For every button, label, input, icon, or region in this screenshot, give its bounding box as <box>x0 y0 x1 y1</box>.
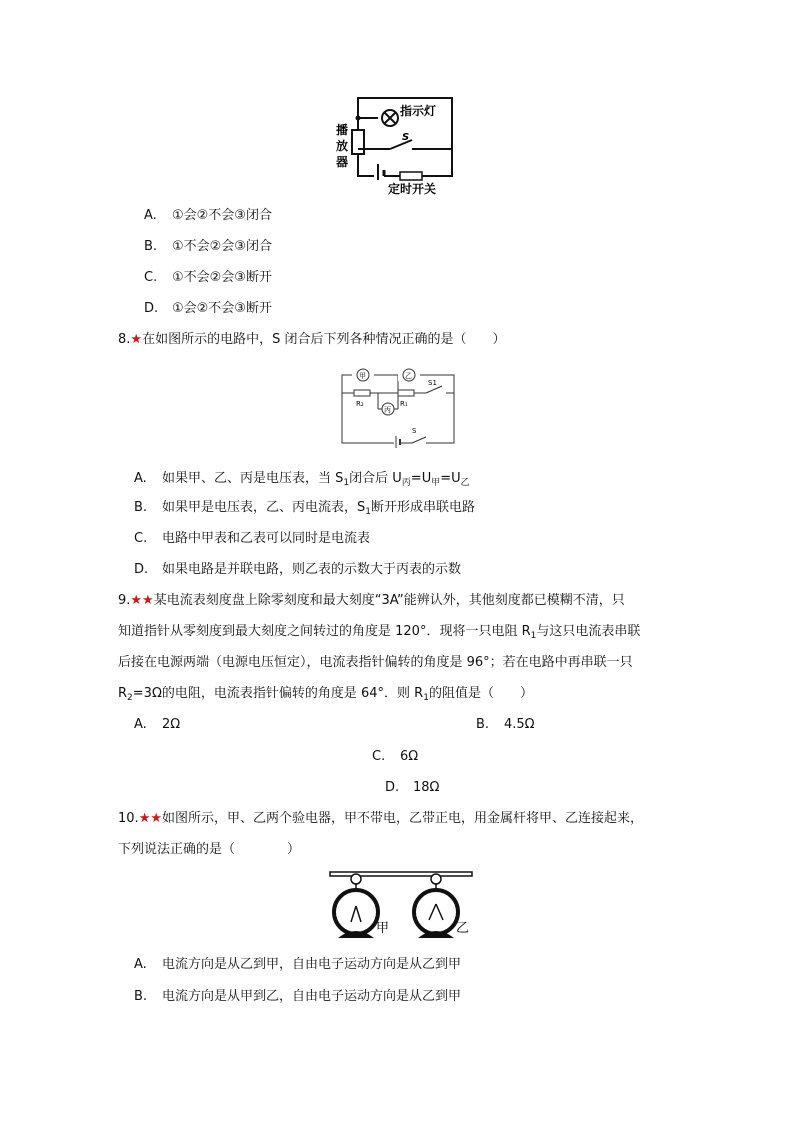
svg-text:甲: 甲 <box>359 372 366 380</box>
q7-option-d[interactable]: D. ①会②不会③断开 <box>144 301 272 316</box>
q10-option-b[interactable]: B. 电流方向是从甲到乙，自由电子运动方向是从乙到甲 <box>134 989 462 1004</box>
q10-stem-line-1: 10.★★如图所示，甲、乙两个验电器，甲不带电，乙带正电，用金属杆将甲、乙连接起来， <box>118 811 644 826</box>
q8-option-a[interactable]: A. 如果甲、乙、丙是电压表，当 $S_1$闭合后 $U_丙=U_甲=U_乙$ <box>134 471 470 488</box>
q8-option-d[interactable]: D. 如果电路是并联电路，则乙表的示数大于丙表的示数 <box>134 562 462 577</box>
svg-text:S: S <box>412 427 417 435</box>
indicator-lamp-icon <box>378 110 402 126</box>
q9-stem-line-4: $R_2=3\Omega$的电阻，电流表指针偏转的角度是 64°．则 $R_1$的阻值是（ ） <box>118 686 533 703</box>
svg-text:R₁: R₁ <box>400 400 408 408</box>
metal-rod <box>330 872 472 876</box>
label-player-3: 器 <box>336 155 349 169</box>
q9-option-d[interactable]: D. 18Ω <box>385 780 440 795</box>
q8-circuit-figure <box>338 363 462 449</box>
svg-text:丙: 丙 <box>384 406 391 414</box>
q9-option-a[interactable]: A. 2Ω <box>134 717 181 732</box>
q10-stem-line-2: 下列说法正确的是（ ） <box>118 842 301 857</box>
q10-option-a[interactable]: A. 电流方向是从乙到甲，自由电子运动方向是从乙到甲 <box>134 957 462 972</box>
label-player-2: 放 <box>336 139 349 153</box>
difficulty-star-icon: ★★ <box>130 593 154 608</box>
difficulty-star-icon: ★ <box>130 332 143 347</box>
q7-option-c[interactable]: C. ①不会②会③断开 <box>144 270 272 285</box>
q8-stem: 8.★在如图所示的电路中，S 闭合后下列各种情况正确的是（ ） <box>118 332 506 347</box>
player-box <box>352 130 364 154</box>
label-timer-switch: 定时开关 <box>388 182 437 196</box>
timer-switch-box <box>400 172 422 180</box>
resistor-r2 <box>354 390 370 396</box>
electroscope-yi <box>414 874 458 938</box>
electroscope-jia <box>334 874 378 938</box>
label-switch-s: S <box>402 132 410 143</box>
q9-option-c[interactable]: C. 6Ω <box>372 749 419 764</box>
q9-stem-line-1: 9.★★某电流表刻度盘上除零刻度和最大刻度“3A”能辨认外，其他刻度都已模糊不清，只 <box>118 593 625 608</box>
q8-option-c[interactable]: C. 电路中甲表和乙表可以同时是电流表 <box>134 531 371 546</box>
svg-text:乙: 乙 <box>405 372 412 380</box>
q9-stem-line-3: 后接在电源两端（电源电压恒定），电流表指针偏转的角度是 96°；若在电路中再串联一只 <box>118 655 633 670</box>
q9-stem-line-2: 知道指针从零刻度到最大刻度之间转过的角度是 120°．现将一只电阻 $R_1$与这只电流表串联 <box>118 624 641 641</box>
q8-option-b[interactable]: B. 如果甲是电压表，乙、丙电流表，$S_1$断开形成串联电路 <box>134 500 476 517</box>
svg-text:S1: S1 <box>428 379 437 387</box>
electroscope-figure <box>326 866 476 946</box>
q9-option-b[interactable]: B. 4.5Ω <box>476 717 535 732</box>
svg-text:R₂: R₂ <box>356 400 364 408</box>
label-player-1: 播 <box>336 123 349 137</box>
q7-option-b[interactable]: B. ①不会②会③闭合 <box>144 239 272 254</box>
timer-circuit-figure <box>330 92 460 196</box>
label-jia: 甲 <box>376 921 390 936</box>
label-lamp: 指示灯 <box>400 104 437 118</box>
q7-option-a[interactable]: A. ①会②不会③闭合 <box>144 208 272 223</box>
label-yi: 乙 <box>456 921 470 936</box>
difficulty-star-icon: ★★ <box>138 811 162 826</box>
resistor-r1 <box>398 390 414 396</box>
